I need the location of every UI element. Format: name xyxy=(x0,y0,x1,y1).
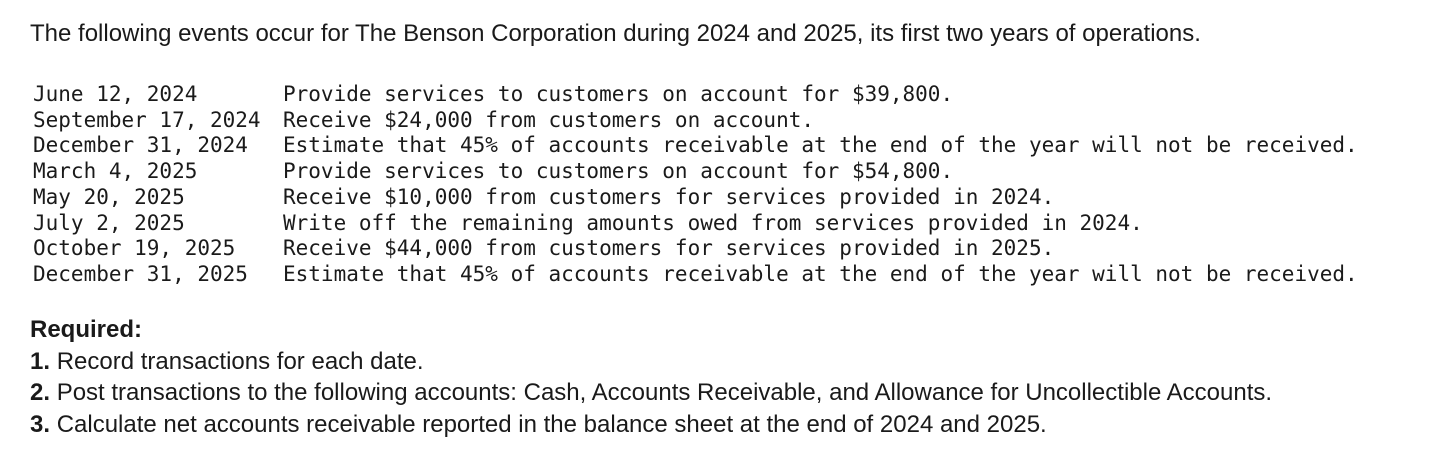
event-description: Provide services to customers on account for $54,800. xyxy=(283,159,954,184)
required-item-number: 2. xyxy=(30,379,51,406)
event-description: Receive $10,000 from customers for services provided in 2024. xyxy=(283,184,1055,209)
event-description: Estimate that 45% of accounts receivable at the end of the year will not be received. xyxy=(283,261,1358,286)
event-row xyxy=(33,236,1358,262)
event-row xyxy=(33,211,1358,237)
required-item-text: Post transactions to the following accounts: Cash, Accounts Receivable, and Allowance for Uncollectible Accounts. xyxy=(56,379,1273,406)
event-date: July 2, 2025 xyxy=(33,210,185,235)
event-date: December 31, 2025 xyxy=(33,261,248,286)
event-row xyxy=(33,262,1358,288)
required-item xyxy=(30,377,1272,409)
event-row xyxy=(33,108,1358,134)
required-item-text: Calculate net accounts receivable reported in the balance sheet at the end of 2024 and 2025. xyxy=(56,410,1047,438)
event-row xyxy=(33,159,1358,185)
event-date: May 20, 2025 xyxy=(33,184,185,209)
required-item xyxy=(30,346,1272,378)
event-date: September 17, 2024 xyxy=(33,107,261,132)
event-date: June 12, 2024 xyxy=(33,82,198,106)
intro-text: The following events occur for The Benson Corporation during 2024 and 2025, its first two years of operations. xyxy=(30,20,1201,47)
event-description: Write off the remaining amounts owed from services provided in 2024. xyxy=(283,210,1143,235)
required-item xyxy=(30,409,1272,441)
required-item-number: 1. xyxy=(30,347,51,375)
event-description: Receive $24,000 from customers on account. xyxy=(283,107,815,132)
required-heading: Required: xyxy=(30,316,143,343)
event-date: March 4, 2025 xyxy=(33,159,198,184)
event-row xyxy=(33,133,1358,159)
event-row xyxy=(33,82,1358,108)
event-description: Provide services to customers on account for $39,800. xyxy=(283,82,954,106)
required-section xyxy=(30,314,1272,440)
events-table xyxy=(33,82,1358,288)
event-row xyxy=(33,185,1358,211)
required-item-text: Record transactions for each date. xyxy=(56,347,424,375)
event-date: October 19, 2025 xyxy=(33,236,236,261)
event-description: Receive $44,000 from customers for services provided in 2025. xyxy=(283,236,1055,261)
event-description: Estimate that 45% of accounts receivable at the end of the year will not be received. xyxy=(283,133,1358,158)
event-date: December 31, 2024 xyxy=(33,133,248,158)
required-item-number: 3. xyxy=(30,410,51,438)
